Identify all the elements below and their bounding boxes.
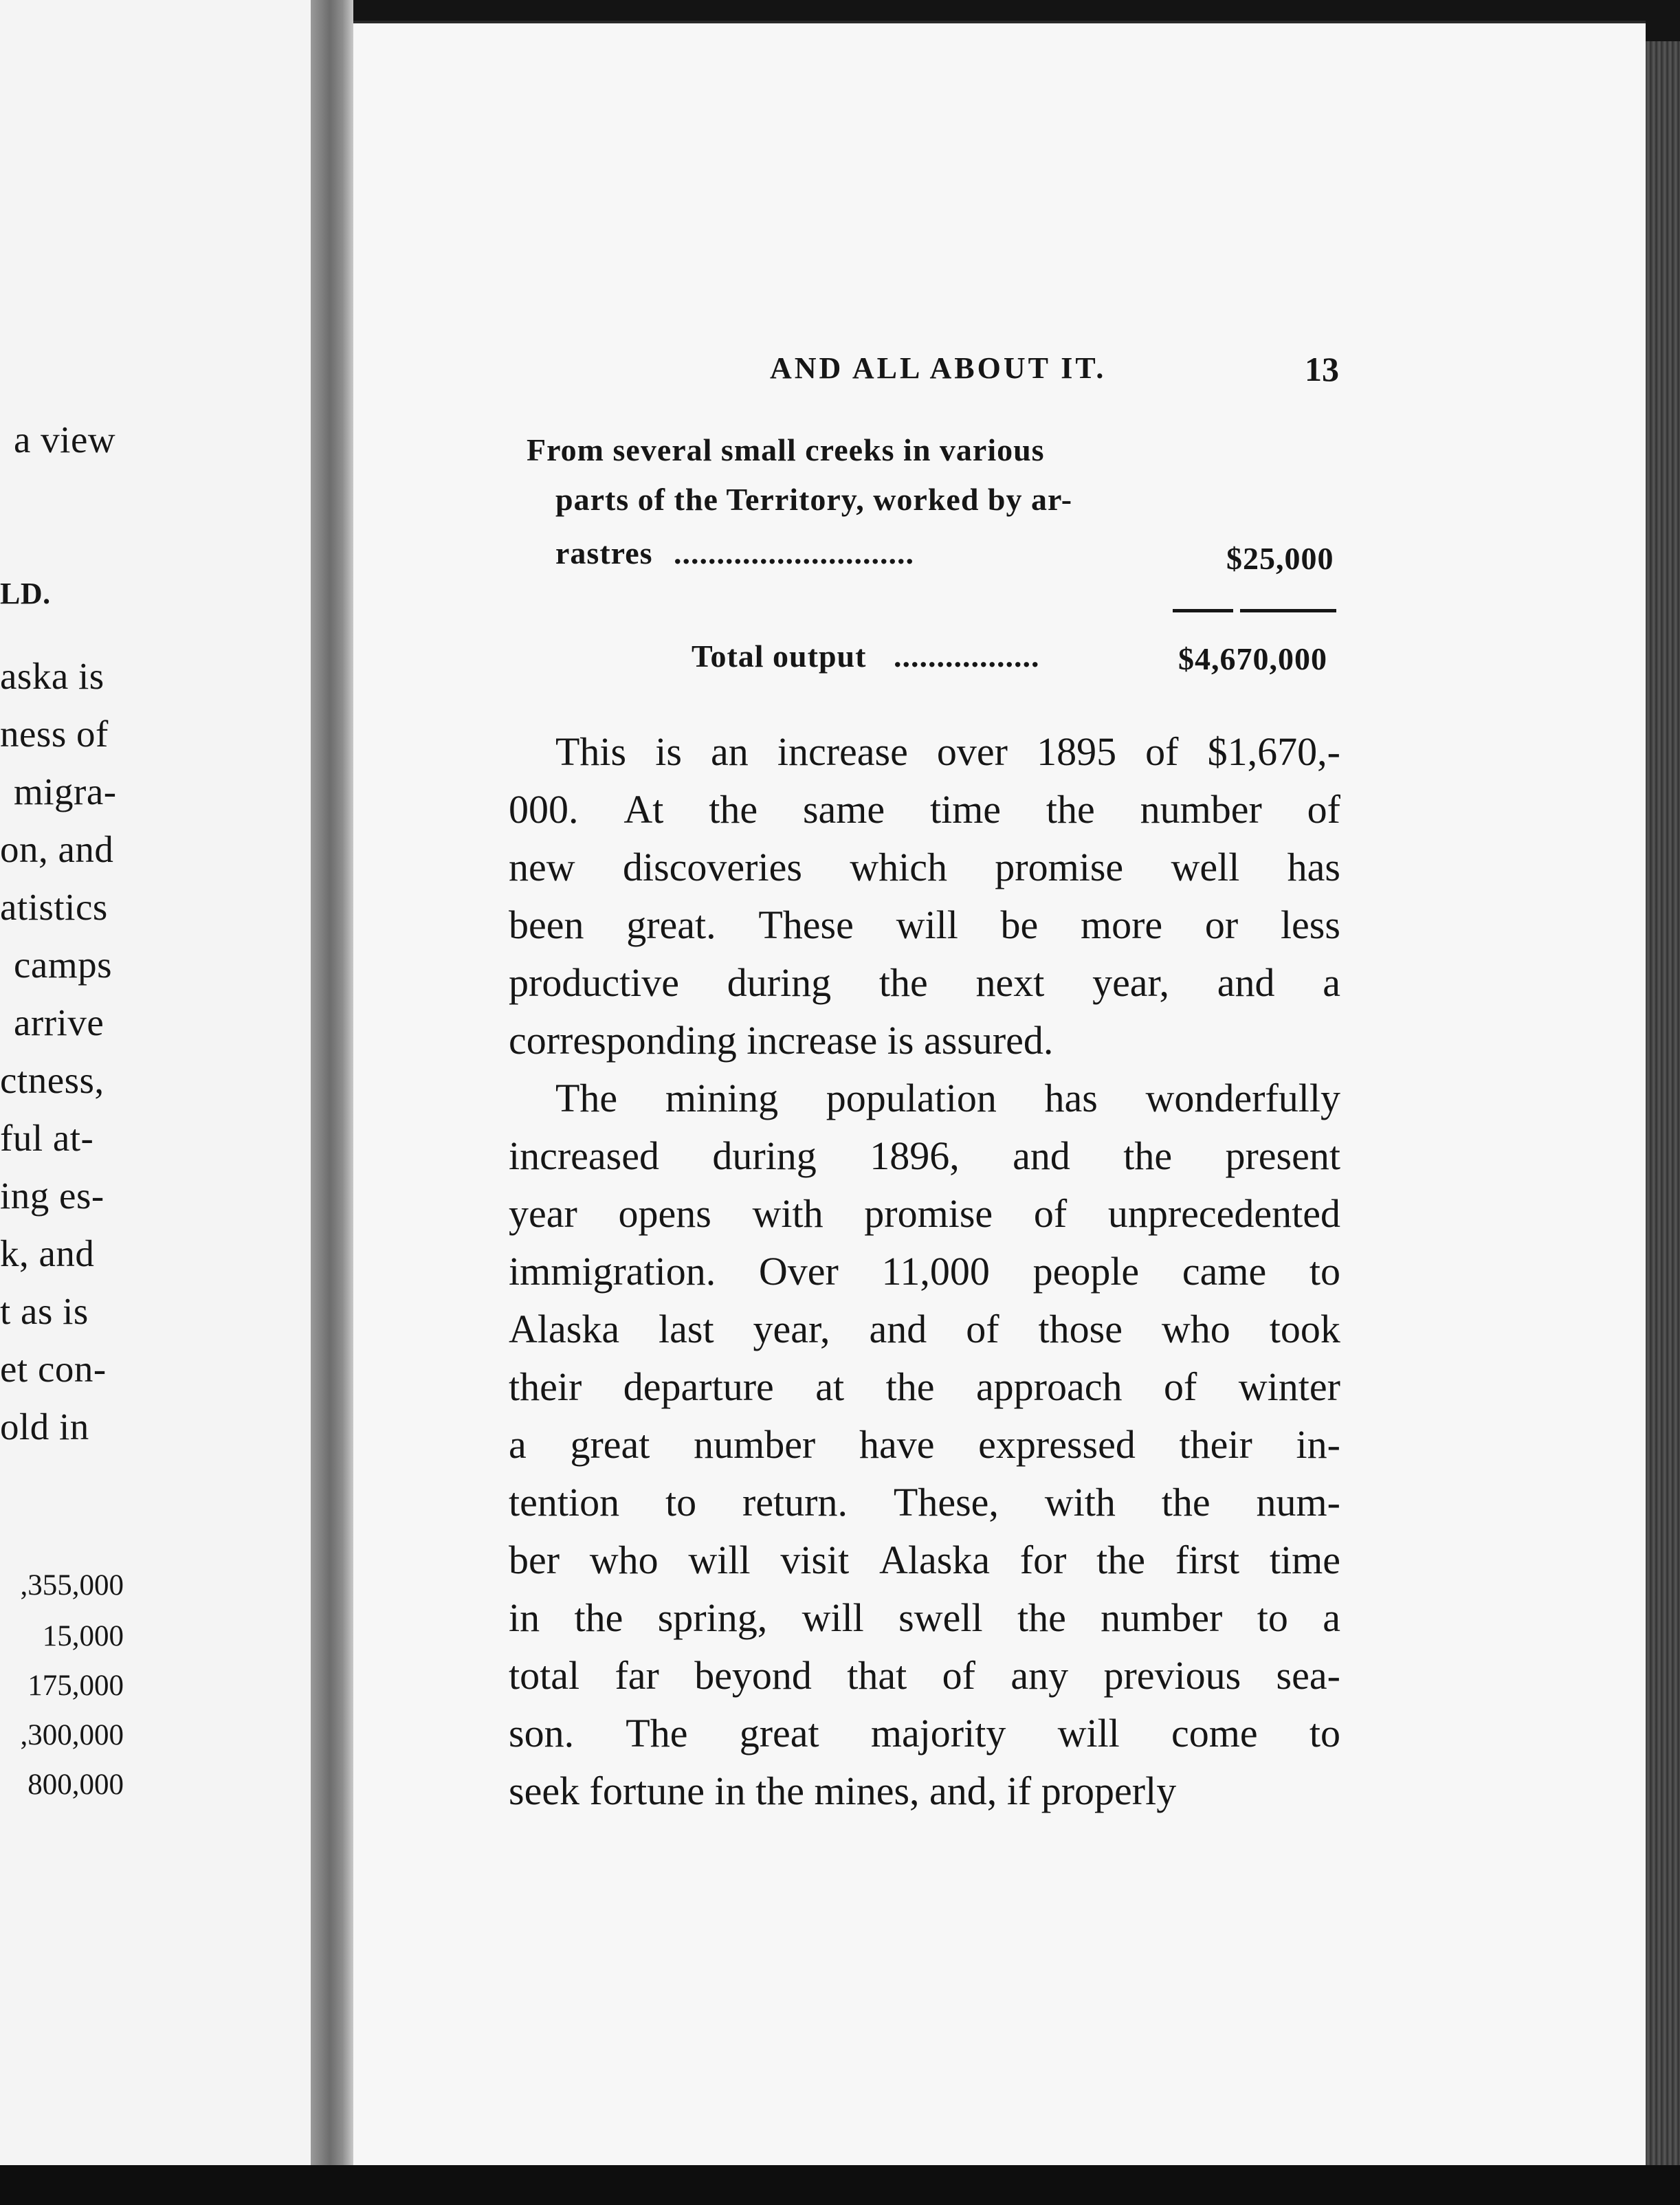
left-page-fragment: t as is bbox=[0, 1290, 89, 1332]
text-line: immigration. Over 11,000 people came to bbox=[509, 1249, 1340, 1294]
table-row-text: From several small creeks in various bbox=[527, 432, 1045, 467]
table-row-text: rastres bbox=[555, 535, 653, 570]
left-page bbox=[0, 0, 311, 2165]
left-page-fragment: LD. bbox=[0, 577, 51, 610]
text-line: This is an increase over 1895 of $1,670,- bbox=[555, 729, 1340, 774]
text-line: their departure at the approach of winter bbox=[509, 1364, 1340, 1409]
text-line: seek fortune in the mines, and, if properly bbox=[509, 1769, 1177, 1813]
left-page-fragment: camps bbox=[14, 944, 113, 986]
sum-rule bbox=[1240, 609, 1336, 612]
left-page-fragment: atistics bbox=[0, 886, 108, 928]
left-page-fragment: et con- bbox=[0, 1348, 107, 1390]
text-line: 000. At the same time the number of bbox=[509, 787, 1340, 832]
text-line: ber who will visit Alaska for the first time bbox=[509, 1538, 1340, 1582]
text-line: Alaska last year, and of those who took bbox=[509, 1307, 1340, 1351]
table-row-text: parts of the Territory, worked by ar- bbox=[555, 482, 1073, 517]
text-line: tention to return. These, with the num- bbox=[509, 1480, 1340, 1525]
text-line: been great. These will be more or less bbox=[509, 902, 1340, 947]
left-page-amount: 15,000 bbox=[42, 1620, 124, 1652]
body-text bbox=[509, 723, 1340, 1820]
left-page-amount: ,355,000 bbox=[20, 1569, 124, 1602]
sum-rule bbox=[1173, 609, 1233, 612]
text-line: a great number have expressed their in- bbox=[509, 1422, 1340, 1467]
text-line: The mining population has wonderfully bbox=[555, 1076, 1340, 1120]
text-line: productive during the next year, and a bbox=[509, 960, 1340, 1005]
total-label: Total output bbox=[692, 639, 867, 674]
left-page-fragment: aska is bbox=[0, 655, 104, 697]
text-line: in the spring, will swell the number to a bbox=[509, 1595, 1340, 1640]
paragraph bbox=[509, 723, 1340, 1070]
left-page-fragment: old in bbox=[0, 1406, 89, 1448]
page-edge bbox=[1646, 41, 1680, 2179]
left-page-fragment: ful at- bbox=[0, 1117, 94, 1159]
left-page-fragment: k, and bbox=[0, 1232, 95, 1274]
bottom-shadow bbox=[0, 2165, 1680, 2205]
left-page-amount: 175,000 bbox=[27, 1670, 124, 1702]
left-page-fragment: on, and bbox=[0, 828, 114, 870]
left-page-fragment: ness of bbox=[0, 713, 109, 755]
text-line: total far beyond that of any previous sea- bbox=[509, 1653, 1340, 1698]
book-gutter bbox=[311, 0, 353, 2165]
dot-leader: ............................ bbox=[674, 535, 914, 570]
text-line: corresponding increase is assured. bbox=[509, 1018, 1054, 1063]
dot-leader: ................. bbox=[894, 639, 1040, 674]
text-line: increased during 1896, and the present bbox=[509, 1133, 1340, 1178]
left-page-fragment: ctness, bbox=[0, 1059, 104, 1101]
left-page-fragment: ing es- bbox=[0, 1175, 104, 1217]
total-amount: $4,670,000 bbox=[1178, 641, 1327, 676]
left-page-fragment: migra- bbox=[14, 771, 117, 812]
running-head: AND ALL ABOUT IT. bbox=[770, 351, 1107, 385]
left-page-amount: 800,000 bbox=[27, 1769, 124, 1801]
page-number: 13 bbox=[1305, 350, 1339, 388]
text-line: year opens with promise of unprecedented bbox=[509, 1191, 1340, 1236]
text-line: new discoveries which promise well has bbox=[509, 845, 1340, 889]
text-line: son. The great majority will come to bbox=[509, 1711, 1340, 1755]
left-page-fragment: a view bbox=[14, 419, 116, 461]
paragraph bbox=[509, 1070, 1340, 1820]
left-page-fragment: arrive bbox=[14, 1001, 104, 1043]
table-row-amount: $25,000 bbox=[1226, 541, 1334, 576]
left-page-amount: ,300,000 bbox=[20, 1719, 124, 1751]
